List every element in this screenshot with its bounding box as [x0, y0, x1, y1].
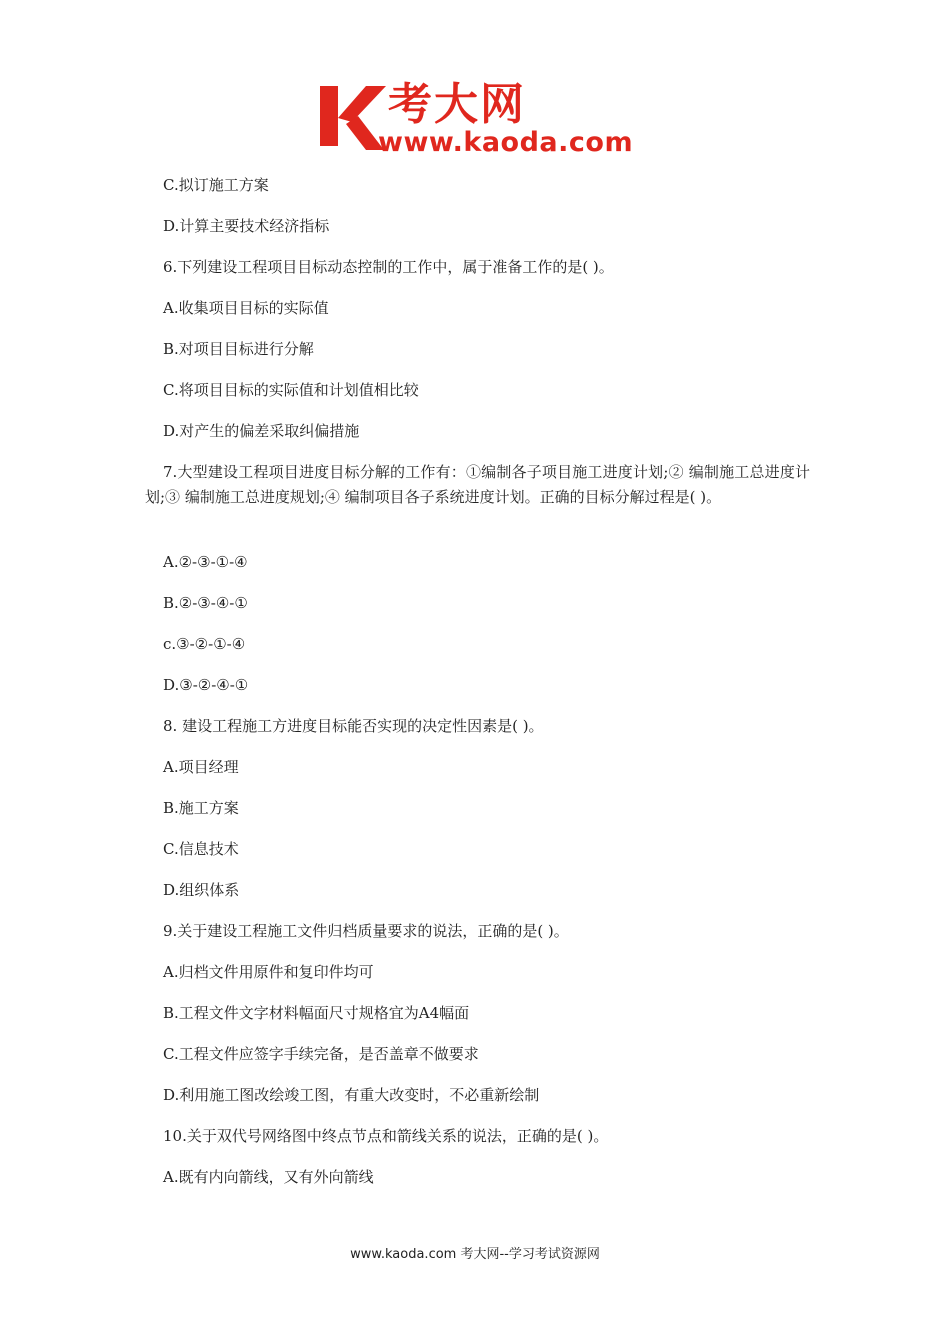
option-line: B.施工方案	[163, 799, 239, 817]
option-line: c.③-②-①-④	[163, 635, 246, 653]
option-line: A.收集项目目标的实际值	[163, 299, 329, 317]
option-line: D.对产生的偏差采取纠偏措施	[163, 422, 360, 440]
option-line: A.项目经理	[163, 758, 239, 776]
option-line: B.对项目目标进行分解	[163, 340, 314, 358]
option-line: D.组织体系	[163, 881, 240, 899]
option-line: C.信息技术	[163, 840, 239, 858]
option-line: C.工程文件应签字手续完备，是否盖章不做要求	[163, 1045, 479, 1063]
question-line: 9.关于建设工程施工文件归档质量要求的说法，正确的是( )。	[163, 922, 569, 940]
question-paragraph: 7.大型建设工程项目进度目标分解的工作有：①编制各子项目施工进度计划;② 编制施工总进度计划;③ 编制施工总进度规划;④ 编制项目各子系统进度计划。正确的目标分解过程是( )。	[145, 463, 810, 506]
logo-cn-name: 考大网	[388, 79, 526, 130]
option-line: B.工程文件文字材料幅面尺寸规格宜为A4幅面	[163, 1004, 470, 1022]
option-line: D.利用施工图改绘竣工图，有重大改变时，不必重新绘制	[163, 1086, 540, 1104]
question-line: 8. 建设工程施工方进度目标能否实现的决定性因素是( )。	[163, 717, 544, 735]
option-line: A.归档文件用原件和复印件均可	[163, 963, 374, 981]
question-line: 10.关于双代号网络图中终点节点和箭线关系的说法，正确的是( )。	[163, 1127, 609, 1145]
option-line: C.将项目目标的实际值和计划值相比较	[163, 381, 419, 399]
option-line: A.既有内向箭线，又有外向箭线	[163, 1168, 374, 1186]
kaoda-logo	[318, 78, 638, 160]
option-line: A.②-③-①-④	[163, 553, 248, 571]
option-line: C.拟订施工方案	[163, 176, 269, 194]
option-line: B.②-③-④-①	[163, 594, 248, 612]
logo-url: www.kaoda.com	[378, 127, 634, 158]
question-line: 6.下列建设工程项目目标动态控制的工作中，属于准备工作的是( )。	[163, 258, 614, 276]
option-line: D.计算主要技术经济指标	[163, 217, 330, 235]
page-footer: www.kaoda.com 考大网--学习考试资源网	[350, 1247, 600, 1262]
option-line: D.③-②-④-①	[163, 676, 249, 694]
